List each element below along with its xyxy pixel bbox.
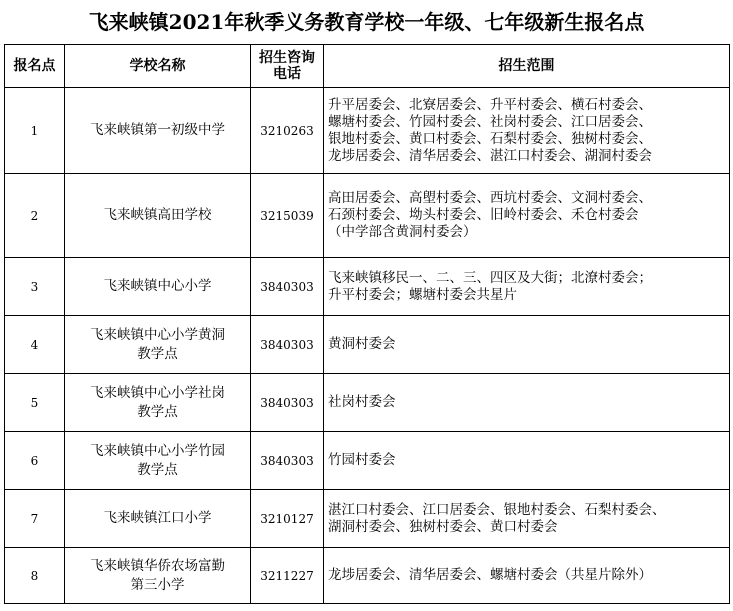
scope-line: 湖洞村委会、独树村委会、黄口村委会 xyxy=(328,518,558,535)
cell-scope xyxy=(324,316,730,374)
school-name-line: 飞来峡镇中心小学竹园 xyxy=(90,442,225,459)
cell-scope xyxy=(324,88,730,174)
scope-line: 龙埗居委会、清华居委会、螺塘村委会（共星片除外） xyxy=(328,567,652,583)
scope-line: 龙埗居委会、清华居委会、湛江口村委会、湖洞村委会 xyxy=(328,147,652,164)
table-row xyxy=(5,88,730,174)
table-row xyxy=(5,258,730,316)
table-row xyxy=(5,316,730,374)
cell-school-name xyxy=(65,374,251,432)
scope-line: 银地村委会、黄口村委会、石梨村委会、独树村委会、 xyxy=(328,130,652,147)
school-name-line: 飞来峡镇华侨农场富勤 xyxy=(90,557,225,574)
cell-scope xyxy=(324,258,730,316)
scope-line: 竹园村委会 xyxy=(328,452,396,468)
cell-school-name xyxy=(65,174,251,258)
school-name-line: 教学点 xyxy=(137,403,178,420)
cell-school-name xyxy=(65,490,251,548)
cell-no: 8 xyxy=(5,548,65,604)
header-scope: 招生范围 xyxy=(324,45,730,88)
cell-scope xyxy=(324,374,730,432)
school-name-line: 飞来峡镇中心小学黄洞 xyxy=(90,326,225,343)
school-name-line: 教学点 xyxy=(137,345,178,362)
scope-line: 升平村委会；螺塘村委会共星片 xyxy=(328,286,517,303)
table-row xyxy=(5,432,730,490)
cell-no: 6 xyxy=(5,432,65,490)
cell-no: 2 xyxy=(5,174,65,258)
cell-phone: 3210263 xyxy=(251,88,324,174)
cell-no: 1 xyxy=(5,88,65,174)
cell-no: 3 xyxy=(5,258,65,316)
scope-line: 社岗村委会 xyxy=(328,394,396,410)
cell-phone: 3215039 xyxy=(251,174,324,258)
cell-no: 5 xyxy=(5,374,65,432)
scope-line: 高田居委会、高塱村委会、西坑村委会、文洞村委会、 xyxy=(328,190,652,206)
cell-school-name xyxy=(65,548,251,604)
cell-phone: 3211227 xyxy=(251,548,324,604)
cell-phone: 3840303 xyxy=(251,258,324,316)
header-school: 学校名称 xyxy=(65,45,251,88)
scope-line: 螺塘村委会、竹园村委会、社岗村委会、江口居委会、 xyxy=(328,113,652,130)
cell-no: 7 xyxy=(5,490,65,548)
header-phone-line1: 招生咨询 xyxy=(259,50,315,66)
document-title: 飞来峡镇2021年秋季义务教育学校一年级、七年级新生报名点 xyxy=(88,10,645,34)
cell-phone: 3210127 xyxy=(251,490,324,548)
school-name-line: 飞来峡镇中心小学社岗 xyxy=(90,384,225,401)
table-row xyxy=(5,490,730,548)
school-name-line: 教学点 xyxy=(137,461,178,478)
table-row xyxy=(5,548,730,604)
school-name-line: 飞来峡镇高田学校 xyxy=(103,207,212,223)
cell-school-name xyxy=(65,432,251,490)
table-row xyxy=(5,174,730,258)
cell-scope xyxy=(324,432,730,490)
cell-scope xyxy=(324,174,730,258)
school-name-line: 飞来峡镇江口小学 xyxy=(103,510,212,526)
scope-line: 湛江口村委会、江口居委会、银地村委会、石梨村委会、 xyxy=(328,501,666,518)
cell-no: 4 xyxy=(5,316,65,374)
table-header-row xyxy=(5,45,730,88)
school-name-line: 飞来峡镇中心小学 xyxy=(103,278,212,294)
scope-line: 黄洞村委会 xyxy=(328,336,396,352)
scope-line: 升平居委会、北寮居委会、升平村委会、横石村委会、 xyxy=(328,96,652,113)
cell-phone: 3840303 xyxy=(251,316,324,374)
cell-phone: 3840303 xyxy=(251,432,324,490)
school-name-line: 第三小学 xyxy=(130,576,185,593)
cell-school-name xyxy=(65,88,251,174)
cell-scope xyxy=(324,548,730,604)
scope-line: （中学部含黄洞村委会） xyxy=(328,224,477,240)
cell-school-name xyxy=(65,316,251,374)
cell-school-name xyxy=(65,258,251,316)
header-phone-line2: 电话 xyxy=(273,66,301,82)
cell-scope xyxy=(324,490,730,548)
school-name-line: 飞来峡镇第一初级中学 xyxy=(90,122,225,138)
cell-phone: 3840303 xyxy=(251,374,324,432)
header-phone xyxy=(251,45,324,88)
scope-line: 飞来峡镇移民一、二、三、四区及大街；北潦村委会； xyxy=(328,269,652,286)
registration-table xyxy=(4,44,730,604)
header-no: 报名点 xyxy=(5,45,65,88)
table-row xyxy=(5,374,730,432)
scope-line: 石颈村委会、坳头村委会、旧岭村委会、禾仓村委会 xyxy=(328,207,639,223)
